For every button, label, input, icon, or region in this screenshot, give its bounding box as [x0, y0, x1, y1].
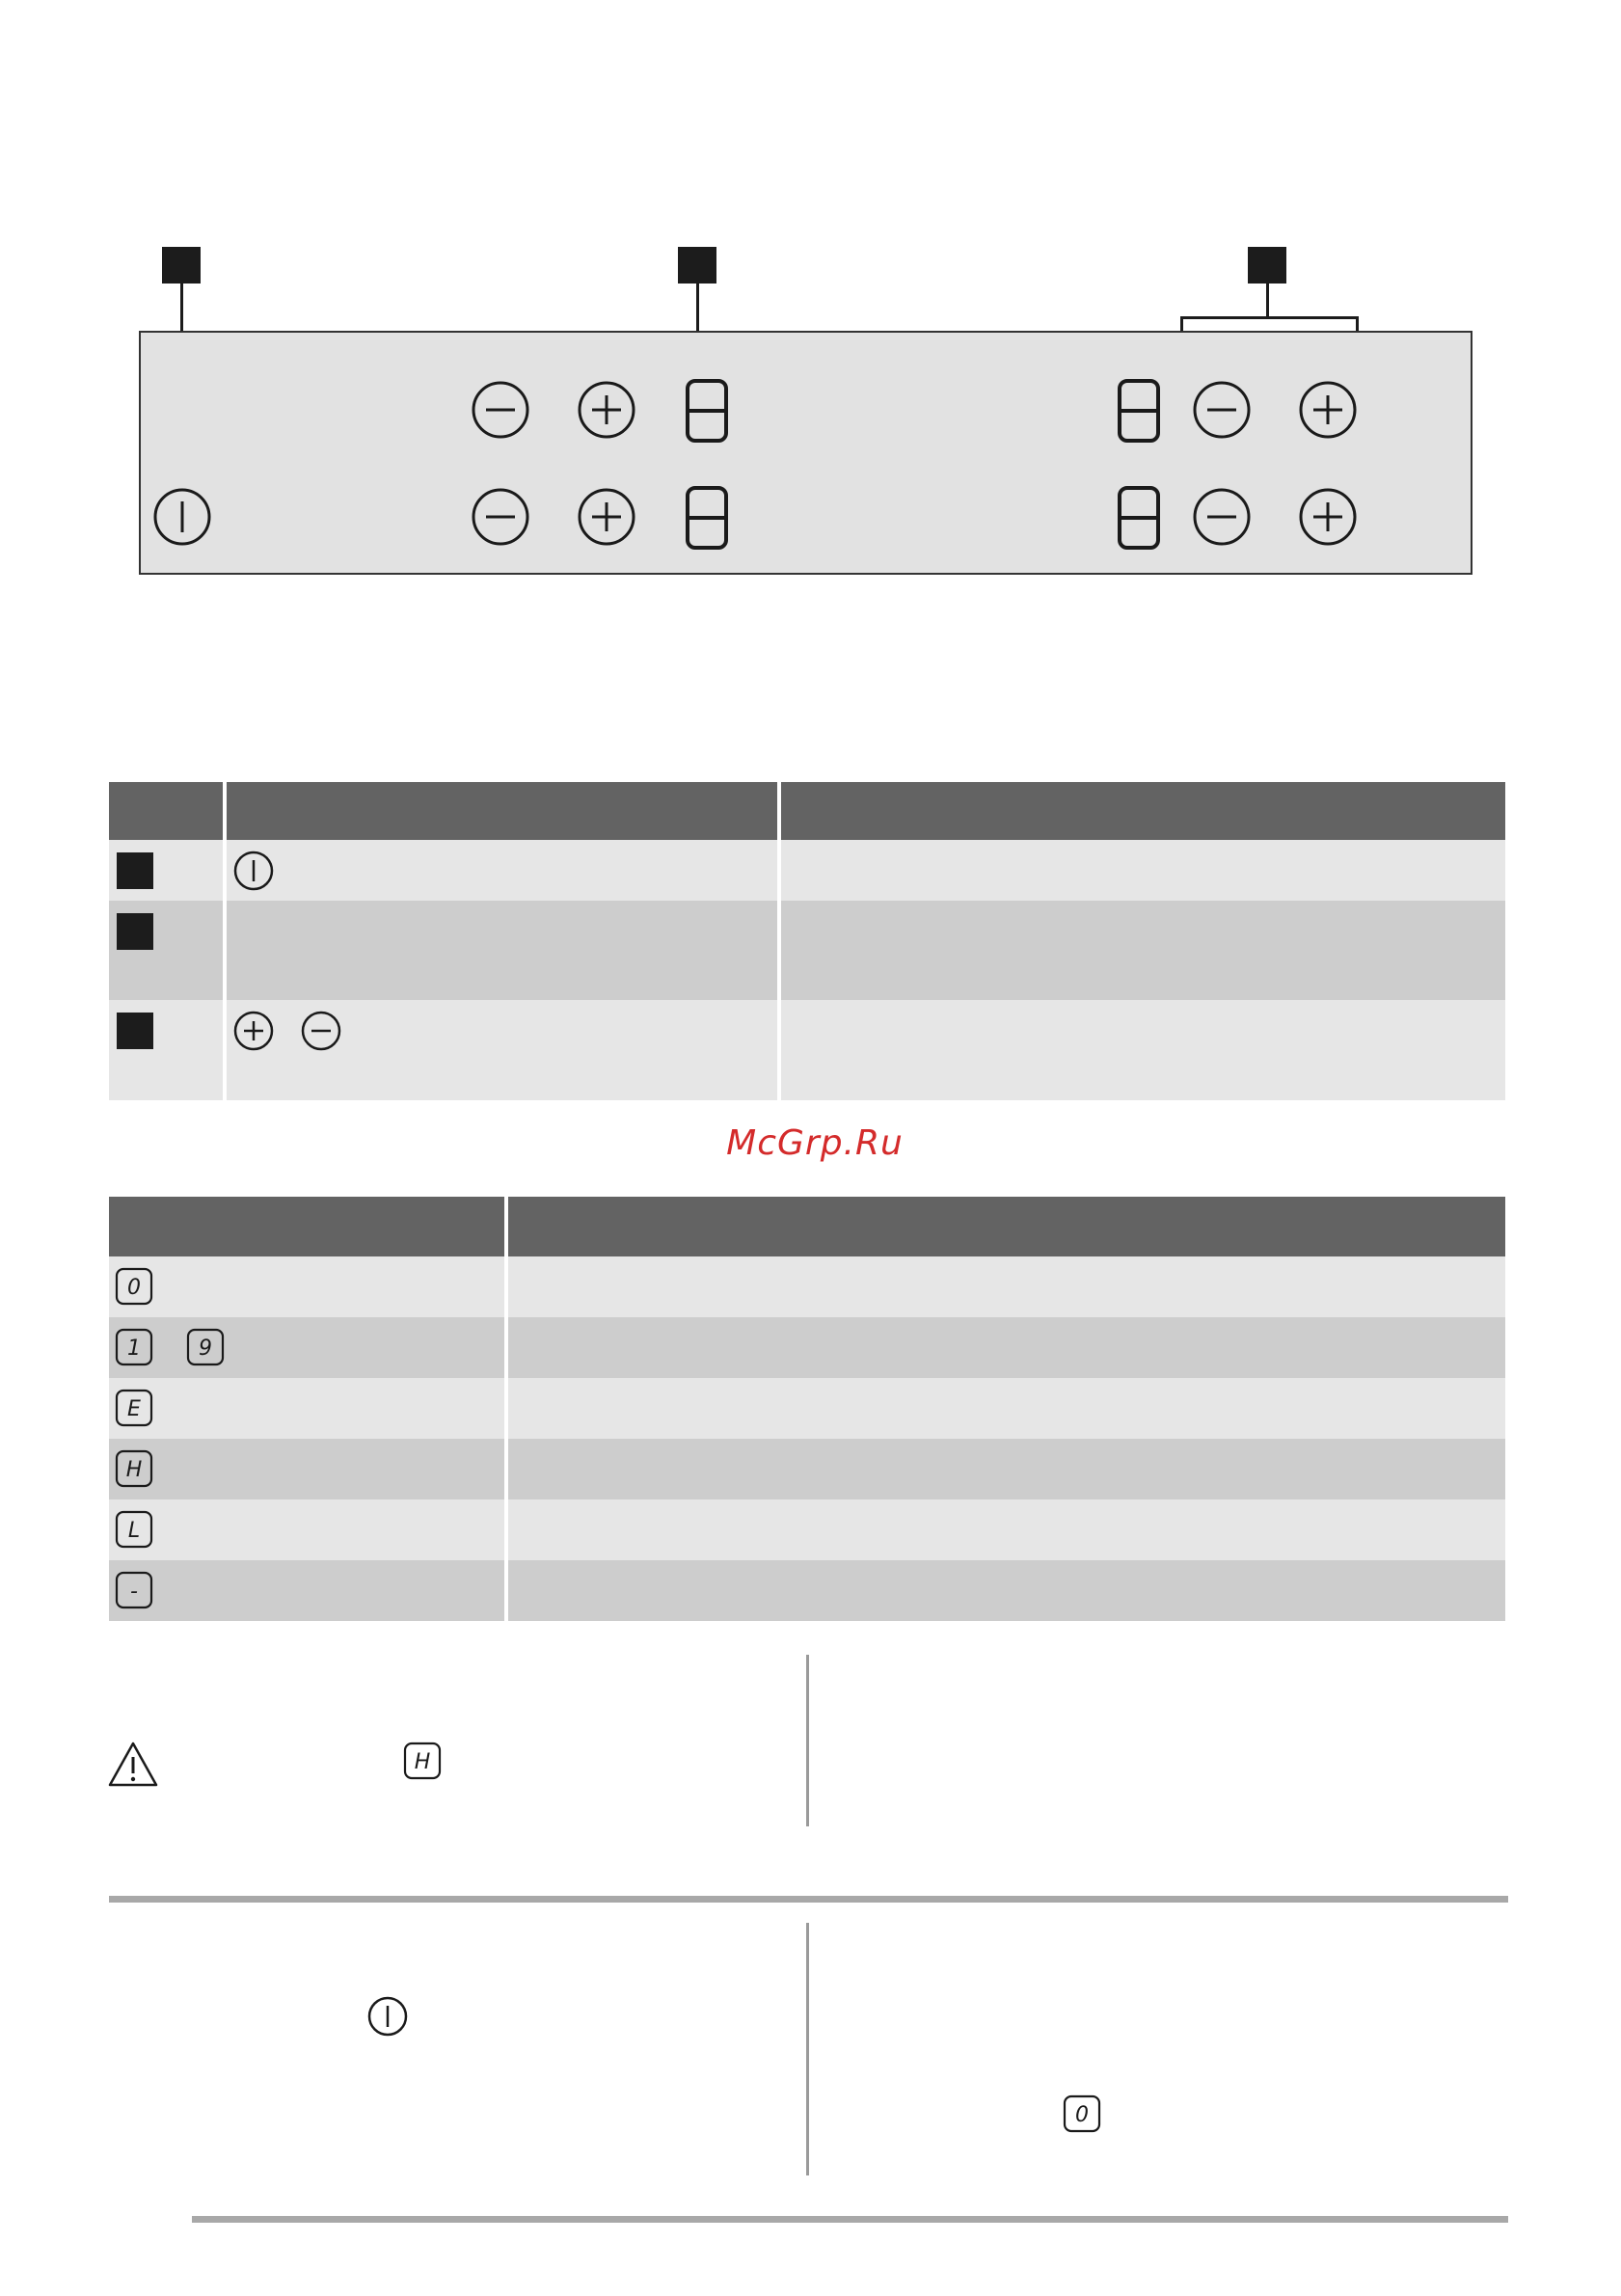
- display-char: L: [127, 1519, 141, 1543]
- display-table: [109, 1197, 1505, 1621]
- seven-segment-digit-icon: [683, 377, 731, 445]
- display-symbol-l: [115, 1510, 153, 1553]
- section-rule: [109, 1896, 1508, 1903]
- table-row: [109, 901, 1505, 1000]
- controls-table-header: [109, 782, 1505, 840]
- callout-leader-3-stem: [1266, 284, 1269, 318]
- footer-rule: [192, 2216, 1508, 2223]
- plus-icon: [577, 487, 636, 547]
- warning-display-symbol: [403, 1742, 442, 1785]
- display-char: 0: [1075, 2103, 1089, 2127]
- power-button[interactable]: [152, 487, 212, 547]
- plus-icon: [232, 1010, 275, 1052]
- left-bottom-plus-button[interactable]: [577, 487, 636, 547]
- left-top-minus-button[interactable]: [471, 380, 530, 440]
- right-bottom-plus-button[interactable]: [1298, 487, 1358, 547]
- right-bottom-display: [1115, 484, 1163, 552]
- minus-icon: [471, 380, 530, 440]
- display-char: 0: [127, 1276, 141, 1300]
- left-top-display: [683, 377, 731, 445]
- plus-icon: [1298, 487, 1358, 547]
- off-display-symbol: [1063, 2094, 1101, 2138]
- display-char: 9: [199, 1337, 212, 1361]
- callout-marker-2: [678, 247, 716, 284]
- display-symbol-e: [115, 1389, 153, 1432]
- power-icon: [366, 1995, 409, 2038]
- control-panel: [139, 331, 1472, 575]
- display-table-header: [109, 1197, 1505, 1256]
- row-number-marker: [117, 852, 153, 889]
- right-top-minus-button[interactable]: [1192, 380, 1252, 440]
- display-char: E: [127, 1397, 141, 1421]
- table-row: [109, 1499, 1505, 1560]
- display-char: H: [125, 1458, 143, 1482]
- seven-segment-digit-icon: [1115, 484, 1163, 552]
- display-char: H: [414, 1750, 431, 1774]
- table-row: [109, 1560, 1505, 1621]
- seven-segment-digit-icon: [683, 484, 731, 552]
- table-row: [109, 1256, 1505, 1317]
- warning-triangle-icon: [107, 1741, 159, 1789]
- power-icon: [232, 850, 275, 892]
- column-divider: [777, 782, 781, 1100]
- power-icon: [152, 487, 212, 547]
- column-divider: [806, 1923, 809, 2175]
- display-symbol-0: [115, 1267, 153, 1310]
- callout-leader-3-bar: [1180, 316, 1358, 319]
- row-number-marker: [117, 913, 153, 950]
- seven-segment-digit-icon: [1115, 377, 1163, 445]
- minus-icon: [1192, 380, 1252, 440]
- display-symbol-9: [186, 1328, 225, 1371]
- minus-icon: [1192, 487, 1252, 547]
- column-divider: [806, 1655, 809, 1826]
- table-row: [109, 1378, 1505, 1439]
- left-bottom-minus-button[interactable]: [471, 487, 530, 547]
- table-row: [109, 1317, 1505, 1378]
- table-row: [109, 840, 1505, 901]
- column-divider: [223, 782, 227, 1100]
- display-symbol-h: [115, 1449, 153, 1493]
- column-divider: [504, 1197, 508, 1621]
- left-top-plus-button[interactable]: [577, 380, 636, 440]
- controls-table: [109, 782, 1505, 1100]
- display-char: -: [130, 1580, 138, 1604]
- right-top-display: [1115, 377, 1163, 445]
- left-bottom-display: [683, 484, 731, 552]
- display-symbol-1: [115, 1328, 153, 1371]
- callout-marker-1: [162, 247, 201, 284]
- plus-icon: [577, 380, 636, 440]
- right-bottom-minus-button[interactable]: [1192, 487, 1252, 547]
- minus-icon: [300, 1010, 342, 1052]
- right-top-plus-button[interactable]: [1298, 380, 1358, 440]
- plus-icon: [1298, 380, 1358, 440]
- minus-icon: [471, 487, 530, 547]
- callout-marker-3: [1248, 247, 1286, 284]
- display-symbol-dash: [115, 1571, 153, 1614]
- row-number-marker: [117, 1013, 153, 1049]
- display-char: 1: [127, 1337, 141, 1361]
- watermark-text: McGrp.Ru: [726, 1123, 904, 1163]
- table-row: [109, 1439, 1505, 1499]
